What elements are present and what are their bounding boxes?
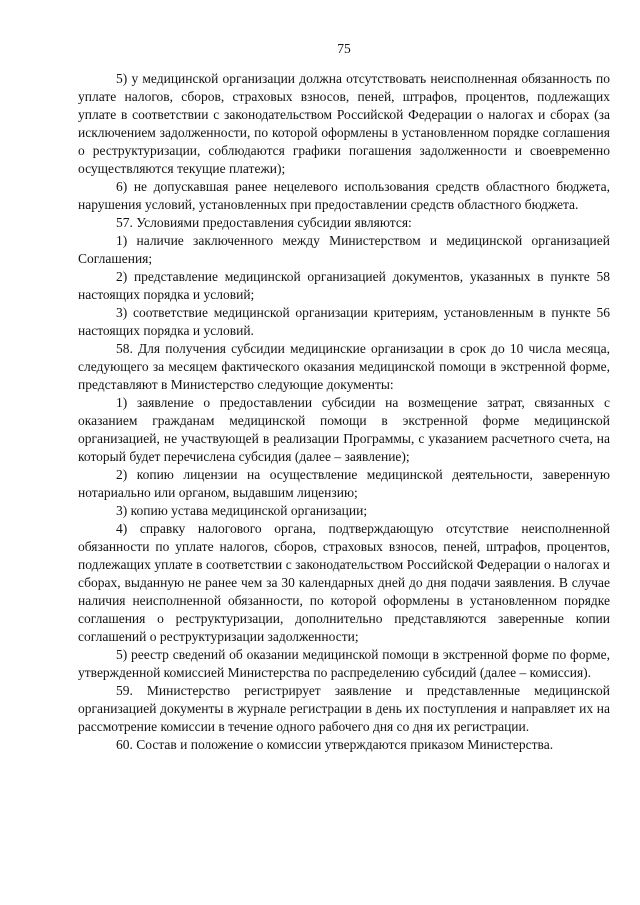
document-body [78, 70, 610, 754]
paragraph-60: 60. Состав и положение о комиссии утверждаются приказом Министерства. [116, 737, 554, 752]
paragraph-condition-2: 2) представление медицинской организацией документов, указанных в пункте 58 настоящих порядка и условий; [78, 269, 610, 302]
paragraph-criterion-6: 6) не допускавшая ранее нецелевого использования средств областного бюджета, нарушения условий, установленных при предоставлении средств областного бюджета. [78, 179, 610, 212]
page-number: 75 [337, 41, 351, 56]
paragraph-58-heading: 58. Для получения субсидии медицинские организации в срок до 10 числа месяца, следующего за месяцем фактического оказания медицинской помощи в экстренной форме, представляют в Министерство следующие документы: [78, 341, 610, 392]
paragraph-document-2: 2) копию лицензии на осуществление медицинской деятельности, заверенную нотариально или органом, выдавшим лицензию; [78, 467, 610, 500]
paragraph-57-heading: 57. Условиями предоставления субсидии являются: [116, 215, 412, 230]
paragraph-condition-3: 3) соответствие медицинской организации критериям, установленным в пункте 56 настоящих порядка и условий. [78, 305, 610, 338]
paragraph-document-4: 4) справку налогового органа, подтверждающую отсутствие неисполненной обязанности по уплате налогов, сборов, страховых взносов, пеней, штрафов, процентов, подлежащих уплате в соответствии с законодательством Российской Федерации о налогах и сборах, выданную не ранее чем за 30 календарных дней до дня подачи заявления. В случае наличия неисполненной обязанности, по которой оформлены в установленном порядке соглашения о реструктуризации, дополнительно представляются заверенные копии соглашений о реструктуризации задолженности; [78, 521, 610, 644]
paragraph-document-3: 3) копию устава медицинской организации; [116, 503, 368, 518]
paragraph-59: 59. Министерство регистрирует заявление и представленные медицинской организацией документы в журнале регистрации в день их поступления и направляет их на рассмотрение комиссии в течение одного рабочего дня со дня их регистрации. [78, 683, 610, 734]
paragraph-document-1: 1) заявление о предоставлении субсидии на возмещение затрат, связанных с оказанием гражданам медицинской помощи в экстренной форме медицинской организацией, не участвующей в реализации Программы, с указанием расчетного счета, на который будет перечислена субсидия (далее – заявление); [78, 395, 610, 464]
paragraph-condition-1: 1) наличие заключенного между Министерством и медицинской организацией Соглашения; [78, 233, 610, 266]
paragraph-document-5: 5) реестр сведений об оказании медицинской помощи в экстренной форме по форме, утвержденной комиссией Министерства по распределению субсидий (далее – комиссия). [78, 647, 610, 680]
paragraph-criterion-5: 5) у медицинской организации должна отсутствовать неисполненная обязанность по уплате налогов, сборов, страховых взносов, пеней, штрафов, процентов, подлежащих уплате в соответствии с законодательством Российской Федерации о налогах и сборах (за исключением задолженности, по которой оформлены в установленном порядке соглашения о реструктуризации, соблюдаются графики погашения задолженности и своевременно осуществляются текущие платежи); [78, 71, 610, 176]
